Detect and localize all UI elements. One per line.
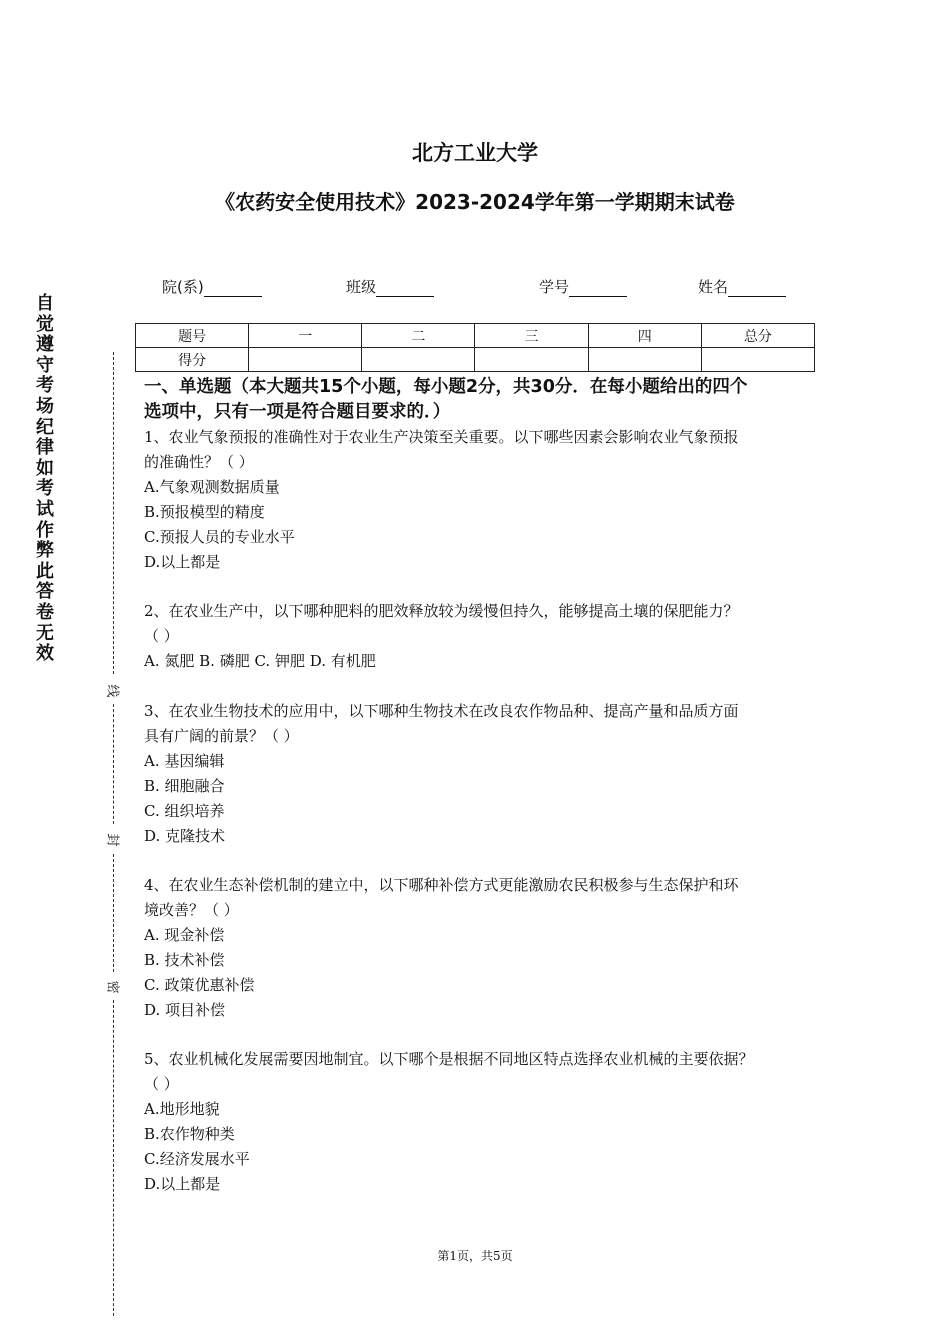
option: A. 氮肥 B. 磷肥 C. 钾肥 D. 有机肥 xyxy=(144,652,376,670)
option: A.地形地貌 xyxy=(144,1100,220,1118)
option: B. 细胞融合 xyxy=(144,777,225,795)
binding-line-char: 线 xyxy=(104,684,120,698)
score-table-score-row xyxy=(136,348,815,372)
question-text: 具有广阔的前景？（ ） xyxy=(144,727,299,745)
question-text: 4、在农业生态补偿机制的建立中，以下哪种补偿方式更能激励农民积极参与生态保护和环 xyxy=(144,876,739,894)
question-2 xyxy=(144,599,824,674)
option: B.预报模型的精度 xyxy=(144,503,265,521)
option: D.以上都是 xyxy=(144,1175,221,1193)
binding-seal-char: 封 xyxy=(104,833,120,847)
question-text: 2、在农业生产中，以下哪种肥料的肥效释放较为缓慢但持久，能够提高土壤的保肥能力？ xyxy=(144,602,739,620)
score-header-cell: 总分 xyxy=(701,324,814,348)
binding-dashed-line xyxy=(113,704,114,824)
student-id-field xyxy=(539,276,627,297)
binding-dashed-line xyxy=(113,854,114,972)
score-cell xyxy=(475,348,588,372)
score-header-cell: 题号 xyxy=(136,324,249,348)
score-row-label: 得分 xyxy=(136,348,249,372)
binding-dashed-line xyxy=(113,352,114,674)
name-field xyxy=(698,276,786,297)
score-cell xyxy=(362,348,475,372)
option: C.预报人员的专业水平 xyxy=(144,528,295,546)
option: C. 政策优惠补偿 xyxy=(144,976,255,994)
university-name: 北方工业大学 xyxy=(412,141,538,165)
option: D. 克隆技术 xyxy=(144,827,226,845)
option: B. 技术补偿 xyxy=(144,951,225,969)
score-header-cell: 三 xyxy=(475,324,588,348)
option: A.气象观测数据质量 xyxy=(144,478,280,496)
binding-dashed-line xyxy=(113,1000,114,1316)
student-id-blank xyxy=(569,282,627,297)
option: A. 现金补偿 xyxy=(144,926,225,944)
score-cell xyxy=(249,348,362,372)
question-5 xyxy=(144,1047,824,1197)
option: C.经济发展水平 xyxy=(144,1150,250,1168)
question-text: 5、农业机械化发展需要因地制宜。以下哪个是根据不同地区特点选择农业机械的主要依据？ xyxy=(144,1050,754,1068)
option: B.农作物种类 xyxy=(144,1125,235,1143)
option: D. 项目补偿 xyxy=(144,1001,226,1019)
option: C. 组织培养 xyxy=(144,802,225,820)
page-number: 第1页，共5页 xyxy=(437,1249,513,1263)
score-table xyxy=(135,323,815,372)
department-field xyxy=(162,276,262,297)
question-text: （ ） xyxy=(144,1075,179,1093)
option: A. 基因编辑 xyxy=(144,752,225,770)
option: D.以上都是 xyxy=(144,553,221,571)
section-heading-line: 一、单选题（本大题共15个小题，每小题2分，共30分．在每小题给出的四个 xyxy=(144,377,748,397)
score-cell xyxy=(701,348,814,372)
question-text: （ ） xyxy=(144,627,179,645)
class-label: 班级 xyxy=(346,278,377,296)
exam-discipline-notice: 自觉遵守考场纪律如考试作弊此答卷无效 xyxy=(36,293,54,665)
question-3 xyxy=(144,699,824,849)
score-header-cell: 四 xyxy=(588,324,701,348)
question-1 xyxy=(144,425,824,575)
score-header-cell: 二 xyxy=(362,324,475,348)
question-4 xyxy=(144,873,824,1023)
class-blank xyxy=(376,282,434,297)
section-heading-line: 选项中，只有一项是符合题目要求的．） xyxy=(144,402,451,422)
score-cell xyxy=(588,348,701,372)
binding-secret-char: 密 xyxy=(104,980,120,994)
name-blank xyxy=(728,282,786,297)
exam-title: 《农药安全使用技术》2023-2024学年第一学期期末试卷 xyxy=(215,190,735,214)
department-blank xyxy=(204,282,262,297)
question-text: 境改善？（ ） xyxy=(144,901,239,919)
name-label: 姓名 xyxy=(698,278,729,296)
question-text: 的准确性？（ ） xyxy=(144,453,254,471)
score-header-cell: 一 xyxy=(249,324,362,348)
score-table-header-row xyxy=(136,324,815,348)
question-text: 3、在农业生物技术的应用中，以下哪种生物技术在改良农作物品种、提高产量和品质方面 xyxy=(144,702,739,720)
section-heading xyxy=(144,375,824,425)
department-label: 院(系) xyxy=(162,278,204,296)
class-field xyxy=(346,276,434,297)
student-id-label: 学号 xyxy=(539,278,570,296)
question-text: 1、农业气象预报的准确性对于农业生产决策至关重要。以下哪些因素会影响农业气象预报 xyxy=(144,428,739,446)
